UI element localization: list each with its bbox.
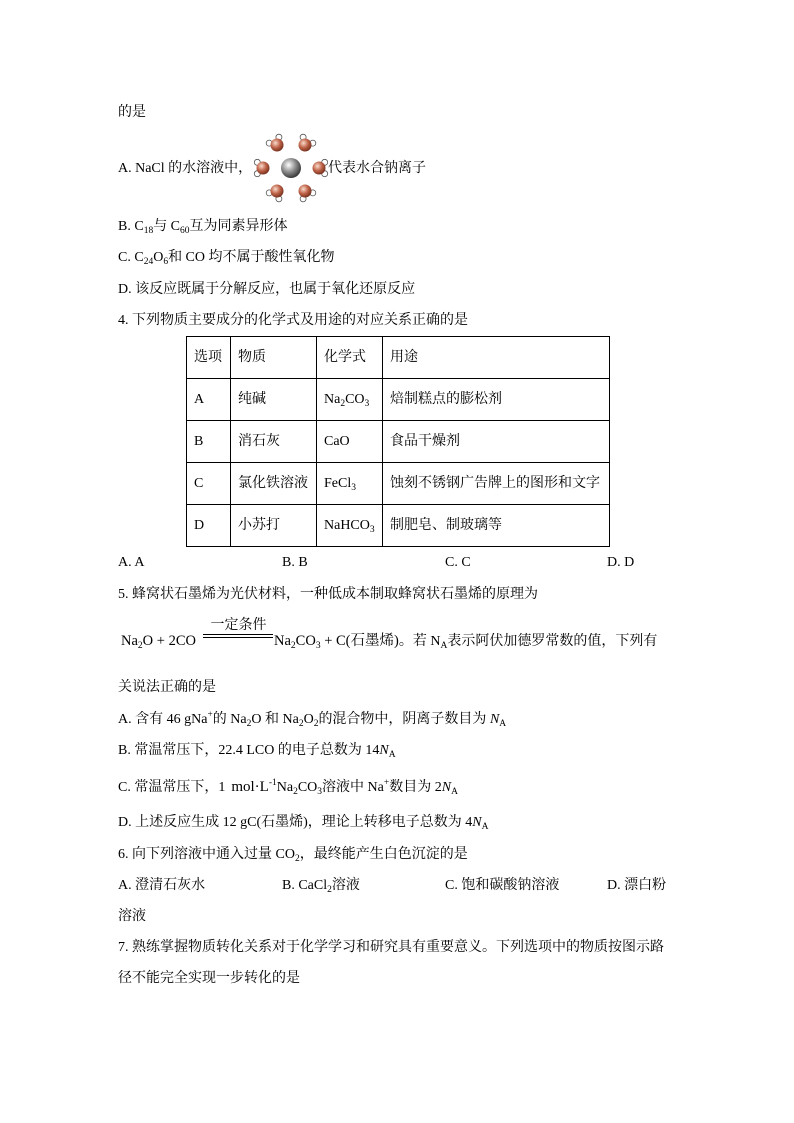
q6-choice-b: [282, 877, 360, 895]
q6-choice-d: D. 漂白粉: [607, 878, 667, 893]
sodium-ion: [281, 158, 301, 178]
superscript: -1: [268, 778, 277, 788]
hydrated-ion-model: [254, 134, 327, 202]
subscript: A: [481, 822, 489, 832]
text-run: CO: [297, 780, 318, 795]
table-cell-use: 制肥皂、制玻璃等: [383, 505, 610, 547]
text-run: O: [303, 712, 314, 727]
q5-option-b: [118, 742, 396, 760]
subscript: 3: [317, 787, 323, 797]
text-run: O: [153, 250, 164, 265]
table-cell-use: 蚀刻不锈钢广告牌上的图形和文字: [383, 463, 610, 505]
italic-symbol: N: [472, 815, 482, 830]
q4-table: [186, 336, 610, 547]
formula-part: FeCl: [324, 475, 352, 491]
subscript: 2: [137, 641, 143, 651]
subscript: 2: [246, 719, 252, 729]
q4-stem: 4. 下列物质主要成分的化学式及用途的对应关系正确的是: [118, 313, 468, 328]
q7-stem-line1: 7. 熟练掌握物质转化关系对于化学学习和研究具有重要意义。下列选项中的物质按图示路: [118, 940, 664, 955]
table-cell-use: 食品干燥剂: [383, 421, 610, 463]
text-run: D. 上述反应生成 12 gC(石墨烯)，理论上转移电子总数为 4: [118, 815, 473, 830]
italic-symbol: N: [379, 743, 389, 758]
text-run: 数目为 2: [389, 780, 442, 795]
equation-products-line: [274, 632, 657, 650]
italic-symbol: N: [441, 780, 452, 795]
text-run: Na: [276, 780, 294, 795]
table-header-cell: 化学式: [317, 337, 383, 379]
formula-part: NaHCO: [324, 517, 370, 533]
text-run: 的混合物中，阴离子数目为: [318, 712, 490, 727]
table-cell-formula: [317, 505, 383, 547]
formula-part: CO: [345, 391, 365, 407]
text-run: B. CaCl: [282, 878, 328, 893]
table-row: [187, 421, 610, 463]
text-run: B. 常温常压下，22.4 LCO 的电子总数为 14: [118, 743, 380, 758]
text-run: CO: [295, 633, 316, 649]
table-header-cell: 物质: [231, 337, 317, 379]
subscript: 2: [294, 854, 300, 864]
q3-option-d: D. 该反应既属于分解反应，也属于氧化还原反应: [118, 282, 416, 297]
table-cell-option: C: [187, 463, 231, 505]
table-row: [187, 463, 610, 505]
subscript: 2: [313, 719, 319, 729]
hydrated-sodium-ion-icon: [253, 133, 329, 203]
subscript: A: [499, 719, 507, 729]
q6-choice-a: A. 澄清石灰水: [118, 878, 206, 893]
oxygen-atom: [313, 162, 326, 175]
table-cell-formula: [317, 421, 383, 463]
table-row: [187, 379, 610, 421]
table-header-row: [187, 337, 610, 379]
text-run: B. C: [118, 219, 144, 234]
subscript: 3: [364, 398, 370, 409]
oxygen-atom: [299, 139, 312, 152]
superscript: +: [207, 710, 213, 720]
text-run: + C(石墨烯): [320, 633, 399, 649]
subscript: A: [451, 787, 458, 797]
subscript: 6: [163, 257, 169, 267]
q5-stem-end: 关说法正确的是: [118, 680, 216, 695]
subscript: 2: [298, 719, 304, 729]
table-cell-substance: 纯碱: [231, 379, 317, 421]
subscript: 2: [327, 885, 332, 895]
text-run: O + 2CO: [142, 633, 196, 649]
subscript: 2: [340, 398, 346, 409]
q3-option-a-caption: 代表水合钠离子: [328, 161, 426, 176]
table-cell-substance: 消石灰: [231, 421, 317, 463]
subscript: 24: [143, 257, 154, 267]
q4-choice-a: A. A: [118, 555, 145, 570]
subscript: 3: [369, 524, 375, 535]
q6-choice-d-wrap: 溶液: [118, 909, 146, 924]
table-header-cell: 选项: [187, 337, 231, 379]
text-run: 溶液中 Na: [322, 780, 384, 795]
subscript: 2: [293, 787, 298, 797]
text-run: 与 C: [153, 219, 181, 234]
table-cell-option: B: [187, 421, 231, 463]
oxygen-atom: [299, 185, 312, 198]
formula-part: CaO: [324, 433, 350, 449]
q3-stem-tail: 的是: [118, 105, 146, 120]
table-cell-formula: [317, 379, 383, 421]
q5-option-c: [118, 778, 458, 796]
text-run: C. C: [118, 250, 144, 265]
text-run: Na: [274, 633, 291, 649]
table-cell-option: A: [187, 379, 231, 421]
text-run: C. 常温常压下，1: [118, 780, 226, 795]
text-run: Na: [121, 633, 138, 649]
subscript: 60: [180, 226, 190, 236]
subscript: 18: [143, 226, 154, 236]
q3-option-c: [118, 249, 335, 267]
text-run: 的 Na: [212, 712, 247, 727]
text-run: 表示阿伏加德罗常数的值，下列有: [447, 634, 658, 649]
reaction-equals-sign: [203, 634, 273, 638]
subscript: A: [440, 641, 448, 651]
subscript: 3: [351, 482, 356, 493]
text-run: ，最终能产生白色沉淀的是: [299, 847, 468, 862]
table-cell-option: D: [187, 505, 231, 547]
text-run: 和 CO 均不属于酸性氧化物: [168, 250, 335, 265]
oxygen-atom: [271, 185, 284, 198]
table-cell-substance: 氯化铁溶液: [231, 463, 317, 505]
q4-choice-d: D. D: [607, 555, 635, 570]
text-run: O 和 Na: [251, 712, 299, 727]
q5-option-d: [118, 814, 489, 832]
q5-option-a: [118, 711, 506, 729]
superscript: +: [383, 778, 390, 788]
table-cell-use: 焙制糕点的膨松剂: [383, 379, 610, 421]
q5-stem: 5. 蜂窝状石墨烯为光伏材料，一种低成本制取蜂窝状石墨烯的原理为: [118, 587, 538, 602]
subscript: 2: [290, 641, 296, 651]
oxygen-atom: [271, 139, 284, 152]
table-header-cell: 用途: [383, 337, 610, 379]
text-run: 6. 向下列溶液中通入过量 CO: [118, 847, 295, 862]
italic-symbol: N: [489, 712, 500, 727]
unit-text: mol·L: [231, 779, 269, 795]
q4-choice-b: B. B: [282, 555, 308, 570]
q3-option-b: [118, 218, 288, 236]
formula-part: Na: [324, 391, 341, 407]
subscript: 3: [315, 641, 321, 651]
text-run: 。若 N: [398, 634, 441, 649]
table-cell-formula: [317, 463, 383, 505]
q7-stem-line2: 径不能完全实现一步转化的是: [118, 971, 300, 986]
table-cell-substance: 小苏打: [231, 505, 317, 547]
text-run: 互为同素异形体: [189, 219, 288, 234]
reaction-condition: 一定条件: [210, 618, 267, 633]
q3-option-a-text: A. NaCl 的水溶液中，: [118, 161, 253, 176]
oxygen-atom: [257, 162, 270, 175]
q6-stem: [118, 846, 468, 864]
table-row: [187, 505, 610, 547]
subscript: A: [388, 750, 396, 760]
q6-choice-c: C. 饱和碳酸钠溶液: [445, 878, 560, 893]
text-run: A. 含有 46 gNa: [118, 712, 208, 727]
q4-choice-c: C. C: [445, 555, 471, 570]
equation-reactants: [121, 632, 196, 650]
text-run: 溶液: [331, 878, 360, 893]
